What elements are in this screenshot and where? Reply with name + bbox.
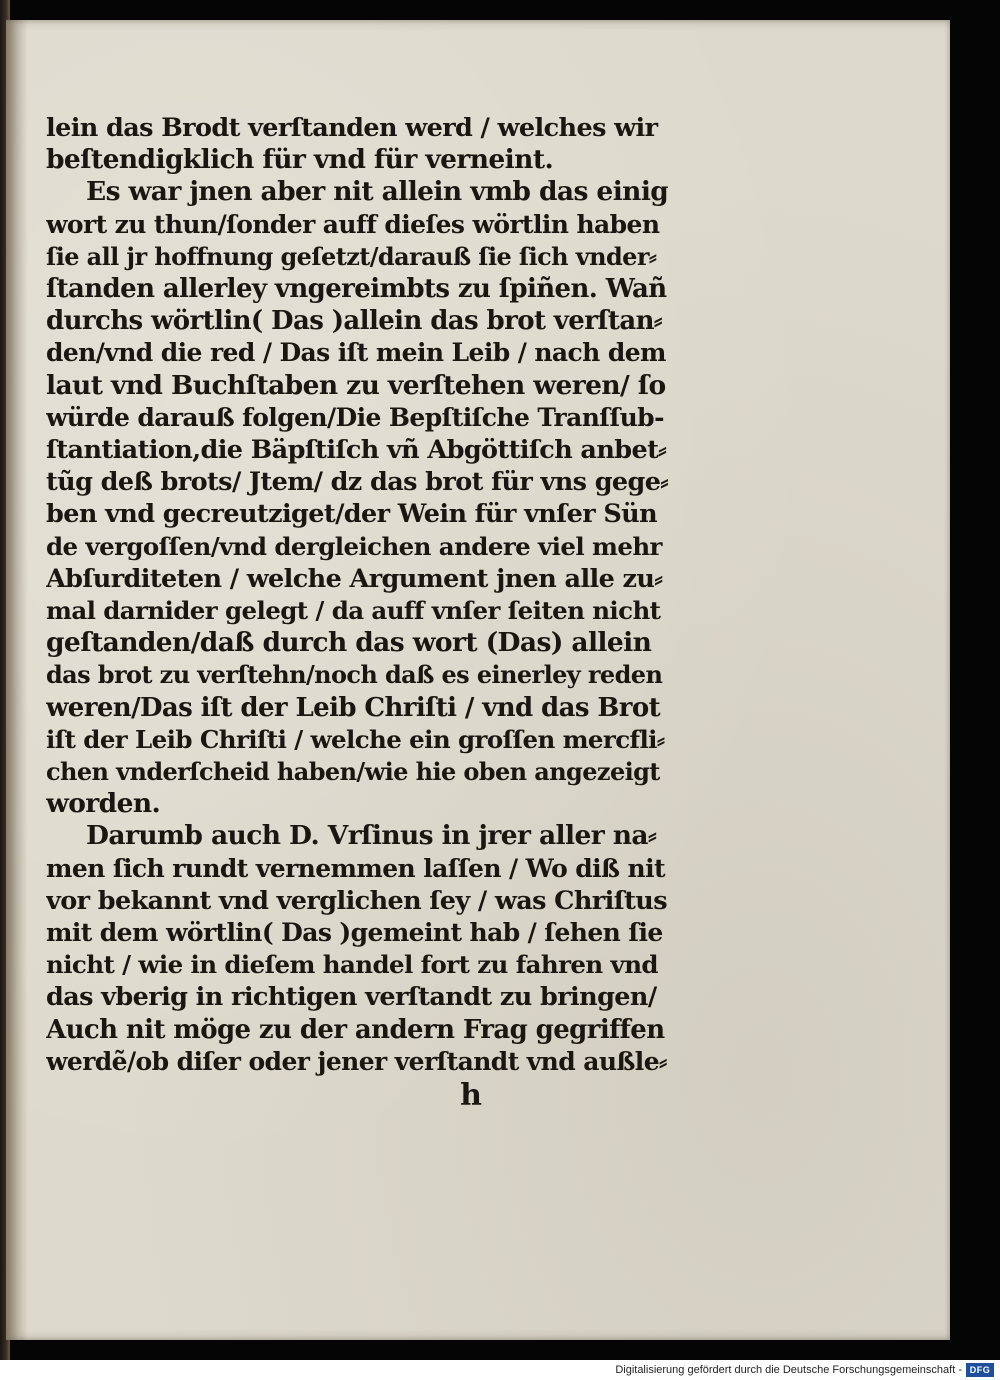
text-line: weren/Das iſt der Leib Chriſti / vnd das Brot [46,692,660,723]
text-line: worden. [46,788,161,820]
text-line: nicht / wie in dieſem handel fort zu fahren vnd [46,950,658,980]
page-text [46,112,668,1078]
text-line: würde darauß folgen/Die Bepſtiſche Tranſſub- [46,402,664,432]
text-line: geſtanden/daß durch das wort (Das) allein [46,627,652,659]
text-line: lein das Brodt verſtanden werd / welches wir [46,113,658,143]
text-line: ſie all jr hoffnung geſetzt/darauß ſie ſich vnder⸗ [46,241,657,271]
dfg-logo-icon: DFG [966,1363,994,1377]
text-line: Abſurditeten / welche Argument jnen alle zu⸗ [46,563,663,594]
text-line: chen vnderſcheid haben/wie hie oben angezeigt [46,757,660,787]
text-line: Darumb auch D. Vrſinus in jrer aller na⸗ [86,820,657,852]
text-line: ſtantiation,die Bäpſtiſch vñ Abgöttiſch anbet⸗ [46,435,667,466]
text-line: de vergoſſen/vnd dergleichen andere viel mehr [46,531,662,561]
text-line: werdẽ/ob diſer oder jener verſtandt vnd außle⸗ [46,1046,667,1076]
text-line: wort zu thun/ſonder auff dieſes wörtlin haben [46,209,660,239]
text-line: durchs wörtlin( Das )allein das brot verſtan⸗ [46,306,662,337]
text-line: den/vnd die red / Das iſt mein Leib / nach dem [46,338,666,368]
digitization-credit: Digitalisierung gefördert durch die Deutsche Forschungsgemeinschaft - [615,1364,962,1376]
text-line: Auch nit möge zu der andern Frag gegriffen [46,1014,665,1045]
text-line: iſt der Leib Chriſti / welche ein groſſen mercfli⸗ [46,724,665,754]
page-gutter-shadow [6,20,28,1340]
text-line: beſtendigklich für vnd für verneint. [46,144,554,176]
text-line: ſtanden allerley vngereimbts zu ſpiñen. Wañ [46,274,667,305]
text-line: laut vnd Buchſtaben zu verſtehen weren/ ſo [46,369,666,401]
text-line: Es war jnen aber nit allein vmb das einig [86,176,668,208]
text-line: men ſich rundt vernemmen laſſen / Wo diß nit [46,853,665,883]
text-line: ben vnd gecreutziget/der Wein für vnſer Sün [46,499,658,530]
text-line: das brot zu verſtehn/noch daß es einerley reden [46,660,663,690]
text-line: mal darnider gelegt / da auff vnſer ſeiten nicht [46,596,661,626]
text-line: mit dem wörtlin( Das )gemeint hab / ſehen ſie [46,918,663,948]
text-line: tũg deß brots/ Jtem/ dz das brot für vns gege⸗ [46,467,668,498]
text-line: vor bekannt vnd verglichen ſey / was Chriſtus [46,885,667,916]
text-line: das vberig in richtigen verſtandt zu bringen/ [46,982,657,1013]
signature-mark: h [460,1078,482,1113]
footer-bar [0,1360,1000,1380]
